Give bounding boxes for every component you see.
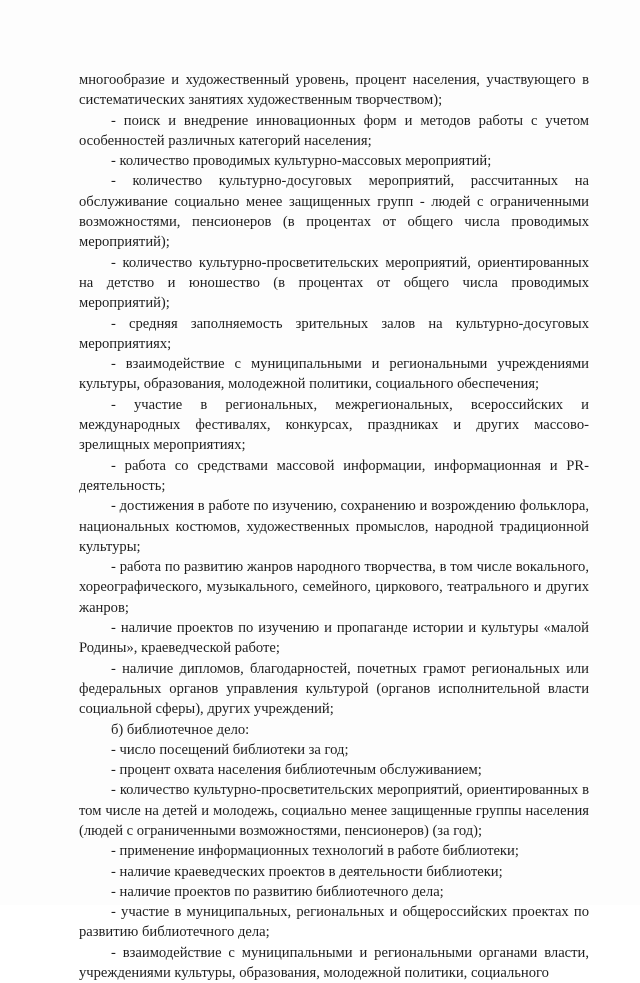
list-item: - наличие проектов по изучению и пропаганде истории и культуры «малой Родины», краеведческой работе; xyxy=(79,620,589,657)
list-item: - участие в региональных, межрегиональных, всероссийских и международных фестивалях, конкурсах, праздниках и других массово-зрелищных мероприятиях; xyxy=(79,396,589,454)
list-item: - наличие краеведческих проектов в деятельности библиотеки; xyxy=(111,863,503,880)
list-item: - взаимодействие с муниципальными и региональными учреждениями культуры, образования, молодежной политики, социального обеспечения; xyxy=(79,356,589,393)
list-item: - количество культурно-просветительских мероприятий, ориентированных в том числе на детей и молодежь, социально менее защищенные группы населения (людей с ограниченными возможностями, пенсионеров) (за год); xyxy=(79,782,589,839)
list-item: - наличие дипломов, благодарностей, почетных грамот региональных или федеральных органов управления культурой (органов исполнительной власти социальной сферы), других учреждений; xyxy=(79,660,589,718)
list-item: - работа по развитию жанров народного творчества, в том числе вокального, хореографического, музыкального, семейного, циркового, театрального и других жанров; xyxy=(79,559,589,616)
list-item: - количество культурно-просветительских мероприятий, ориентированных на детство и юношество (в процентах от общего числа проводимых мероприятий); xyxy=(79,254,589,312)
section-heading: б) библиотечное дело: xyxy=(111,721,250,738)
document-body xyxy=(79,70,589,983)
list-item: - применение информационных технологий в работе библиотеки; xyxy=(111,843,519,860)
list-item: - средняя заполняемость зрительных залов на культурно-досуговых мероприятиях; xyxy=(79,315,589,352)
list-item: - количество культурно-досуговых мероприятий, рассчитанных на обслуживание социально менее защищенных групп - людей с ограниченными возможностями, пенсионеров (в процентах от общего числа проводимых мероприятий); xyxy=(79,173,589,251)
list-item: - участие в муниципальных, региональных и общероссийских проектах по развитию библиотечного дела; xyxy=(79,904,589,941)
list-item: - количество проводимых культурно-массовых мероприятий; xyxy=(111,153,492,170)
paragraph-continuation: многообразие и художественный уровень, процент населения, участвующего в систематических занятиях художественным творчеством); xyxy=(79,72,589,109)
list-item: - взаимодействие с муниципальными и региональными органами власти, учреждениями культуры, образования, молодежной политики, социального xyxy=(79,944,589,982)
list-item: - поиск и внедрение инновационных форм и методов работы с учетом особенностей различных категорий населения; xyxy=(79,112,589,149)
list-item: - наличие проектов по развитию библиотечного дела; xyxy=(111,883,444,900)
list-item: - работа со средствами массовой информации, информационная и PR-деятельность; xyxy=(79,457,589,494)
list-item: - процент охвата населения библиотечным обслуживанием; xyxy=(111,762,482,779)
list-item: - число посещений библиотеки за год; xyxy=(111,741,349,758)
list-item: - достижения в работе по изучению, сохранению и возрождению фольклора, национальных костюмов, художественных промыслов, народной традиционной культуры; xyxy=(79,498,589,555)
